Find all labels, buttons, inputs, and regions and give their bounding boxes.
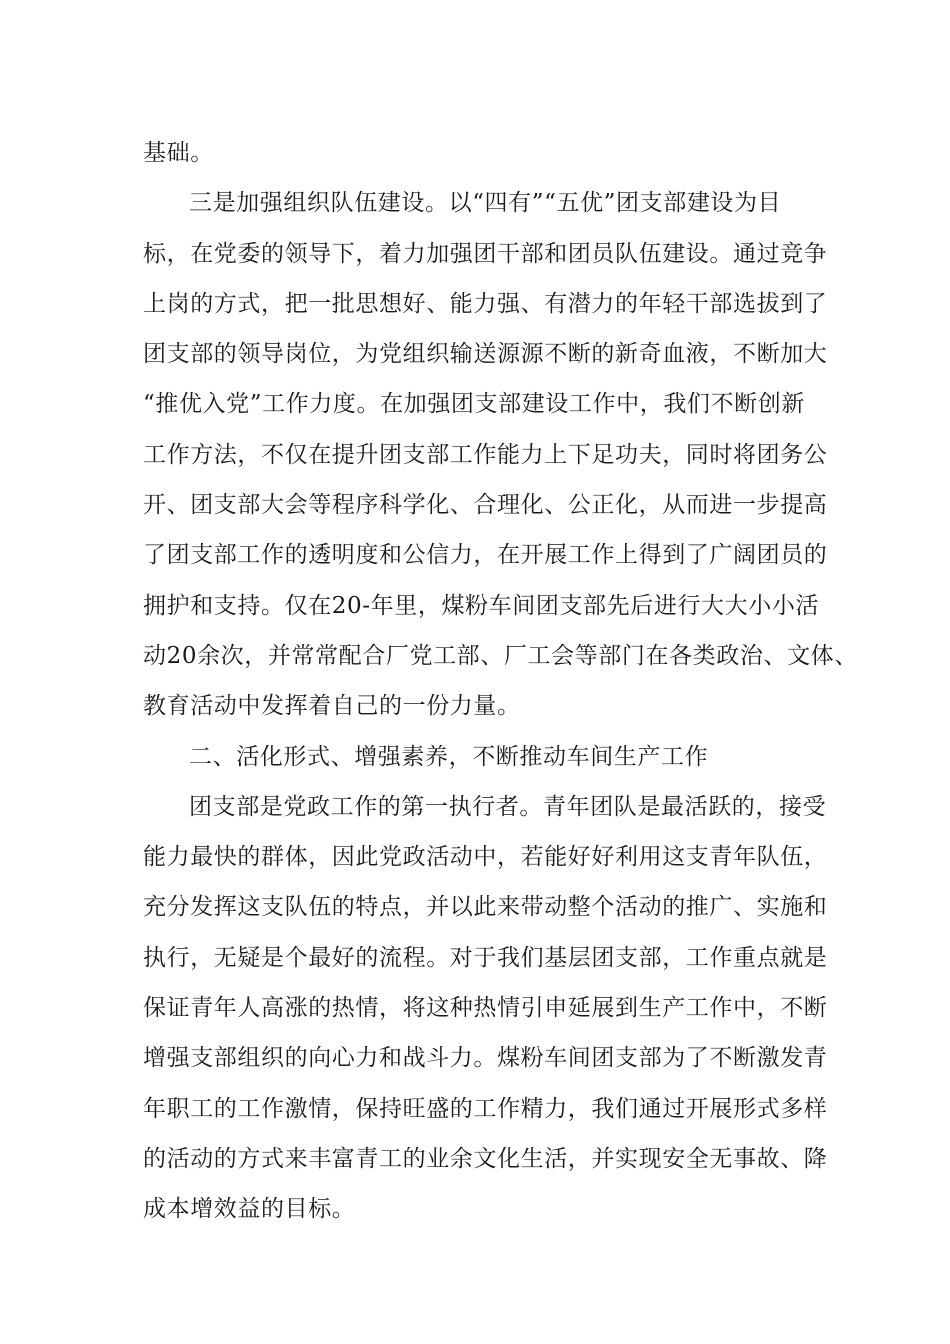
text-line: 团支部是党政工作的第一执行者。青年团队是最活跃的，接受 [189, 793, 827, 820]
text-line: 增强支部组织的向心力和战斗力。煤粉车间团支部为了不断激发青 [143, 1045, 828, 1072]
text-line: 开、团支部大会等程序科学化、合理化、公正化，从而进一步提高 [143, 492, 828, 519]
text-line: 团支部的领导岗位，为党组织输送源源不断的新奇血液，不断加大 [143, 341, 828, 368]
text-line: “推优入党”工作力度。在加强团支部建设工作中，我们不断创新 [143, 391, 805, 418]
text-line: 工作方法，不仅在提升团支部工作能力上下足功夫，同时将团务公 [143, 441, 828, 468]
text-line: 了团支部工作的透明度和公信力，在开展工作上得到了广阔团员的 [143, 542, 828, 569]
text-line: 三是加强组织队伍建设。以“四有”“五优”团支部建设为目 [189, 190, 782, 217]
text-line: 保证青年人高涨的热情，将这种热情引申延展到生产工作中，不断 [143, 995, 828, 1022]
text-line: 的活动的方式来丰富青工的业余文化生活，并实现安全无事故、降 [143, 1145, 828, 1172]
text-line: 年职工的工作激情，保持旺盛的工作精力，我们通过开展形式多样 [143, 1095, 828, 1122]
text-line: 教育活动中发挥着自己的一份力量。 [143, 693, 521, 720]
text-line: 标，在党委的领导下，着力加强团干部和团员队伍建设。通过竞争 [143, 240, 828, 267]
text-line: 成本增效益的目标。 [143, 1196, 356, 1223]
text-line: 二、活化形式、增强素养，不断推动车间生产工作 [189, 743, 709, 770]
text-line: 充分发挥这支队伍的特点，并以此来带动整个活动的推广、实施和 [143, 894, 828, 921]
text-line: 能力最快的群体，因此党政活动中，若能好好利用这支青年队伍， [143, 844, 828, 871]
text-line: 上岗的方式，把一批思想好、能力强、有潜力的年轻干部选拔到了 [143, 290, 828, 317]
text-line: 动20余次，并常常配合厂党工部、厂工会等部门在各类政治、文体、 [143, 642, 858, 669]
text-line: 拥护和支持。仅在20-年里，煤粉车间团支部先后进行大大小小活 [143, 592, 820, 619]
text-line: 执行，无疑是个最好的流程。对于我们基层团支部，工作重点就是 [143, 944, 828, 971]
document-body [143, 128, 858, 1235]
text-line: 基础。 [143, 140, 214, 166]
